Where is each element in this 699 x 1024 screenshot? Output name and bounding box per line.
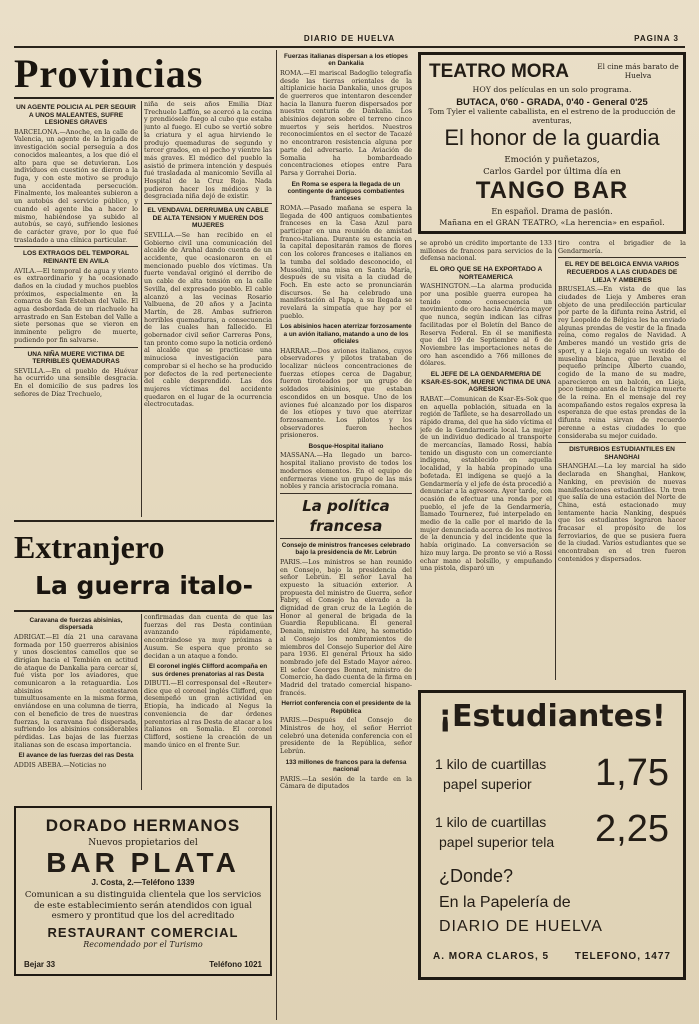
divider [14, 347, 138, 348]
article-body: SHANGHAI.—La ley marcial ha sido declarada en Shanghai, Hankow, Nanking, en previsión de nuevas manifestaciones estudiantiles. Un tren que salía de una estación del Norte de China, está estacionado muy lentamente hacia Nanking, después que los estudiantes lograron hacer fracasar el propósito de los ferroviarios, de que se pusiera fuera de la ciudad. Varios estudiantes que se encontraban en el tren fueron contenidos y dispersados. [558, 462, 686, 563]
ad-theatre-note: El cine más barato de Huelva [597, 62, 679, 80]
article-heading: Fuerzas italianas dispersan a los etíopes en Dankalia [284, 53, 408, 68]
ad-price-2: 2,25 [595, 808, 669, 850]
ad-where-1: En la Papelería de [439, 894, 571, 911]
ad-owner: DORADO HERMANOS [45, 816, 241, 835]
article-body: se aprobó un crédito importante de 133 millones de francos para servicios de la defensa nacional. [420, 240, 552, 263]
estudiantes-ad [418, 690, 686, 980]
ad-message: Comunican a su distinguida clientela que los servicios de este establecimiento serán atendidos con igual esmero y prontitud que los del acreditado [24, 890, 262, 921]
bar-plata-ad [14, 806, 272, 976]
ad-restaurant: RESTAURANT COMERCIAL [47, 924, 239, 940]
ad-film-1: El honor de la guardia [444, 125, 660, 150]
article-body: SEVILLA.—Se han recibido en el Gobierno civil una comunicación del alcalde de Arahal dando cuenta de un accidente, que ocasionaron en el mencionado pueblo dos víctimas. Un fuerte vendaval originó el derribo de un cable de alta tensión en la calle Sevilla, del expresado pueblo. El cable alcanzó a las vecinas Rosario Valbuena, de 20 años y a Jacinta Martín, de 28. Ambas sufrieron horribles quemaduras, a consecuencia de las cuales han fallecido. El gobernador civil señor Carreras Pons, tan pronto como supo la noticia ordenó al alcalde que se practicase una minuciosa investigación para comprobar si el hecho se ha producido por defectos de la red perteneciente del cable desprendido. Las dos mujeres víctimas del accidente quedaron en el lugar de la ocurrencia electrocutadas. [144, 230, 272, 409]
article-body: ROMA.—El mariscal Badoglio telegrafía desde las tierras orientales de la altiplanicie hacia Dankalia, unos grupos de guerreros que intentaron descender hacia la llanura fueron dispersados por nuestra centuria de Dankalia. Los abisinios dejaron sobre el terreno cinco muertos y seis heridos. Nuestros reconocimientos en el sector de Tacazé no encontraron resistencia alguna por parte del adversario. La Aviación de Somalia ha bombardeado concentraciones etíopes entre Para Parsa y Gorrahei Doria. [280, 68, 412, 177]
article-heading: EL VENDAVAL DERRUMBA UN CABLE DE ALTA TENSION Y MUEREN DOS MUJERES [147, 207, 269, 230]
column-2 [144, 101, 272, 517]
article-heading: El coronel inglés Clifford acompaña en sus órdenes prenatorias al ras Desta [148, 663, 268, 678]
headline-guerra: La guerra italo- [35, 571, 253, 600]
column-rule [415, 240, 416, 680]
ad-subtitle: Nuevos propietarios del [88, 838, 198, 848]
ad-address: A. MORA CLAROS, 5 [433, 951, 550, 962]
column-rule [141, 614, 142, 790]
ad-address: J. Costa, 2.—Teléfono 1339 [91, 878, 195, 887]
ad-phone: Teléfono 1021 [209, 960, 262, 969]
page-header [14, 34, 685, 46]
column-4 [420, 240, 552, 680]
ad-phone: TELEFONO, 1477 [574, 951, 671, 962]
divider [558, 442, 686, 443]
section-title-extranjero: Extranjero [14, 529, 165, 565]
article-heading: DISTURBIOS ESTUDIANTILES EN SHANGHAI [569, 446, 675, 461]
ad-left-note: Bejar 33 [24, 960, 56, 969]
ad-today: HOY dos películas en un solo programa. [472, 85, 632, 94]
article-body: AVILA.—El temporal de agua y viento es extraordinario y ha ocasionado daños en la ciudad y muchos pueblos próximos, especialmente en la comarca de San Esteban del Valle. El agua desbordada de un riachuelo ha arrastrado en San Esteban del Valle a siete personas que se vieron en inminente peligro de muerte, pudiendo por fin salvarse. [14, 266, 138, 344]
article-body: ADRIGAT.—El día 21 una caravana formada por 150 guerreros abisinios y unos doscientos camellos que se dirigían hacia el Tembién en actitud de ataque de Dankalia para cercar sí, fué vista por los aviadores, que comunicaron a la retaguardia. Los abisinios contestaron tumultuosamente en la misma forma, enviándose en una columna de tierra, con el beneficio de tres de nuestras fuerzas, la caravana fué dispersada, sufriendo los abisinios considerables pérdidas. Las bajas de las fuerzas italianas son de escasa importancia. [14, 632, 138, 749]
ad-line-2a: 1 kilo de cuartillas [435, 814, 547, 830]
article-body: DIBUTI.—El corresponsal del «Reuter» dice que el coronel inglés Clifford, que desempeñó un gran actividad en Etiopía, ha indicado al Negus la conveniencia de dar órdenes perentorias al ras Desta de atacar a los italianos en Somalia. El coronel Clifford, sostiene la creación de un mando único en el frente Sur. [144, 679, 272, 749]
article-body: BARCELONA.—Anoche, en la calle de Valencia, un agente de la brigada de investigación social perseguía a dos conocidos maleantes, a los que dió el alto para que se detuvieran. Los individuos en cuestión se dieron a la fuga, y con este motivo se produjo una accidentada persecución. Finalmente, los maleantes subieron a un autobús del servicio público, y cuando el agente iba a hacer lo mismo, habiéndose ya subido al autobús, se cayó, sufriendo lesiones de carácter grave, por lo que fué trasladado a una clínica particular. [14, 127, 138, 244]
article-heading: Herriot conferencia con el presidente de la República [281, 700, 411, 715]
ad-theatre-name: TEATRO MORA [429, 61, 570, 82]
divider [144, 203, 272, 204]
article-body: SEVILLA.—En el pueblo de Huévar ha ocurrido una sensible desgracia. En el domicilio de sus padres los señores de Díaz Trechuelo, [14, 366, 138, 398]
article-body: confirmadas dan cuenta de que las fuerzas del ras Desta continúan avanzando rápidamente, encontrándose ya muy próximas a Ausum. Se espera que pronto se decidan a un ataque a fondo. [144, 614, 272, 660]
article-body: WASHINGTON.—La alarma producida por una posible guerra europea ha tenido como consecuencia un movimiento de oro hacia América mayor que nunca, según indican las cifras facilitadas por el Boletín del Banco de Reserva Federal. En él se manifiesta que del 19 de Septiembre al 6 de Noviembre las importaciones netas de oro han ascendido a 766 millones de dólares. [420, 282, 552, 368]
teatro-mora-ad [418, 52, 686, 234]
column-3 [280, 50, 412, 1020]
extranjero-top-rule [14, 520, 274, 522]
article-heading: UN AGENTE POLICIA AL PER SEGUIR A UNOS MALEANTES, SUFRE LESIONES GRAVES [16, 104, 136, 127]
article-body: tiro contra el brigadier de la Gendarmería. [558, 240, 686, 255]
ad-film-2-sub: En español. Drama de pasión. [491, 207, 613, 216]
column-1 [14, 101, 138, 517]
article-heading: Caravana de fuerzas abisinias, dispersada [29, 617, 123, 632]
headline-politica: La política francesa [302, 497, 390, 535]
article-body: PARIS.—La sesión de la tarde en la Cámara de diputados [280, 774, 412, 791]
divider [280, 493, 412, 494]
article-heading: 133 millones de francos para la defensa nacional [285, 758, 407, 774]
page-number: PAGINA 3 [634, 34, 679, 43]
guerra-column-1 [14, 614, 138, 790]
article-heading: EL REY DE BELGICA ENVIA VARIOS RECUERDOS A LAS CIUDADES DE LIEJA Y AMBERES [564, 261, 680, 284]
ad-line: Tom Tyler el valiente caballista, en el estreno de la producción de aventuras, [428, 107, 676, 125]
ad-film-1-sub: Emoción y puñetazos, [504, 155, 600, 165]
provincias-rule [14, 97, 274, 99]
article-body: PARIS.—Después del Consejo de Ministros de hoy, el señor Herriot celebró una detenida conferencia con el presidente de la República, señor Lebrún. [280, 716, 412, 756]
ad-line-2: Carlos Gardel por última día en [483, 167, 621, 177]
ad-price-1: 1,75 [595, 752, 669, 794]
article-heading: Consejo de ministros franceses celebrado bajo la presidencia de Mr. Lebrún [281, 542, 411, 557]
article-body: RABAT.—Comunican de Ksar-Es-Sok que en aquella población, situada en la región de Tafilete, se ha desarrollado un rápido drama, del que ha sido víctima el jefe de la Gendarmería local. La mujer de un individuo dedicado al transporte de mercancías, llamado Rossi, había tenido un disgusto con un comerciante indígena, establecido en aquella localidad, y la había propinado una bofetada. El indígena se quejó a la Gendarmería y el jefe de ésta procedió a denunciar a la agresora. Ayer tarde, con ocasión de efectuar una ronda por el pueblo, el jefe de la Gendarmería, llamado Tournerez, fué interpelado en medio de la calle por el marido de la mujer denunciada acerca de los motivos de la denuncia y del incidente que la había originado. La conversación se hizo muy larga. De pronto se vió a Rossi echar mano al bolsillo, y empuñando una pistola, disparó un [420, 394, 552, 573]
ad-recommended: Recomendado por el Turismo [83, 939, 203, 949]
masthead-title: DIARIO DE HUELVA [303, 34, 396, 43]
article-body: MASSANA.—Ha llegado un barco-hospital italiano provisto de todos los modernos elementos. En el equipo de enfermeras viene un grupo de las más nobles y rancia aristocracia romana. [280, 451, 412, 491]
guerra-rule [14, 610, 274, 612]
section-title-provincias: Provincias [14, 52, 204, 96]
article-heading: En Roma se espera la llegada de un contingente de antiguos combatientes franceses [287, 180, 405, 203]
article-heading: LOS EXTRAGOS DEL TEMPORAL REINANTE EN AVILA [22, 250, 130, 265]
ad-where-2: DIARIO DE HUELVA [439, 918, 603, 935]
column-5 [558, 240, 686, 680]
ad-tomorrow: Mañana en el GRAN TEATRO, «La herencia» en español. [439, 218, 665, 227]
ad-prices: BUTACA, 0'60 - GRADA, 0'40 - General 0'25 [456, 96, 648, 107]
column-rule [276, 50, 277, 1020]
divider [280, 538, 412, 539]
column-rule [555, 240, 556, 680]
ad-film-2: TANGO BAR [475, 177, 629, 204]
ad-title: ¡Estudiantes! [438, 699, 666, 734]
divider [14, 246, 138, 247]
article-body: ADDIS ABEBA.—Noticias no [14, 760, 107, 769]
header-rule [14, 46, 685, 48]
column-rule [141, 101, 142, 517]
article-heading: EL ORO QUE SE HA EXPORTADO A NORTEAMERICA [429, 266, 543, 281]
ad-question: ¿Donde? [439, 866, 514, 886]
article-body: HARRAR.—Dos aviones italianos, cuyos observadores y pilotos trataban de localizar núcleos concentraciones de fuerzas etíopes cerca de Dagabur, fueron tiroteados por un grupo de soldados abisinios, que estaban escondidos en un bosque. Uno de los aviones fué alcanzado por los disparos de los etíopes y tuvo que aterrizar forzosamente. Los pilotos y los observadores fueron hechos prisioneros. [280, 346, 412, 440]
article-heading: Los abisinios hacen aterrizar forzosamente a un avión italiano, matando a uno de los oficiales [280, 323, 412, 346]
ad-line-1a: 1 kilo de cuartillas [435, 756, 547, 772]
article-heading: Bosque-Hospital italiano [308, 443, 384, 451]
ad-line-1b: papel superior [443, 776, 532, 792]
article-body: PARIS.—Los ministros se han reunido en Consejo, bajo la presidencia del señor Lebrún. El señor Laval ha expuesto la situación exterior. A propuesta del ministro de Guerra, señor Fabry, el Consejo ha elevado a la dignidad de gran cruz de la Legión de Honor al general de brigada de la Guardia Republicana. El general Denain, ministro del Aire, ha sometido al Consejo los nombramientos de miembros del Consejo Superior del Aire para 1936. El general Prioux ha sido nombrado jefe del Estado Mayor aéreo. El señor Georges Bonnet, ministro de Comercio, ha dado cuenta de la firma en Madrid del tratado comercial hispano-francés. [280, 557, 412, 697]
article-heading: EL JEFE DE LA GENDARMERIA DE KSAR-ES-SOK, MUERE VICTIMA DE UNA AGRESION [421, 371, 551, 394]
divider [558, 257, 686, 258]
article-body: niña de seis años Emilia Díaz Trechuelo Laffón, se acercó a la cocina y prendiósele fuego al cubo que estaba junto al fuego. El cubo se vertió sobre la criatura y el agua hirviendo le produjo quemaduras de segundo y tercer grados, en el pecho y vientre las más graves. El médico del pueblo la asistió de primera intención y después fué trasladada al manicomio Sevilla al Hospital de la Cruz Roja. Nada pudieron hacer los médicos y la desgraciada niña dejó de existir. [144, 101, 272, 201]
article-heading: El avance de las fuerzas del ras Desta [18, 752, 134, 760]
ad-bar-name: BAR PLATA [46, 847, 240, 878]
ad-line-2b: papel superior tela [439, 834, 555, 850]
article-body: ROMA.—Pasado mañana se espera la llegada de 400 antiguos combatientes franceses en la Casa Azul para participar en una reunión de amistad franco-italiana. Durante su estancia en la capital depositarán ramos de flores con los colores franceses e italianos en la tumba del soldado desconocido, el Mussolini, una misa en Santa María, después de su visita a la ciudad de Foch. En este acto se pronunciarán discursos. Se ha celebrado una manifestación al Papa, a su llegada se revelará la simpatía que hay por el pueblo. [280, 203, 412, 320]
guerra-column-2 [144, 614, 272, 790]
article-heading: UNA NIÑA MUERE VICTIMA DE TERRIBLES QUEMADURAS [27, 350, 125, 366]
article-body: BRUSELAS.—En vista de que las ciudades de Lieja y Amberes eran objeto de una predilección particular por parte de la difunta reina Astrid, el rey Leopoldo de Bélgica les ha enviado algunas prendas de vestir de la finada reina, como regalos de Navidad. A Amberes mandó un vestido gris de sport, y a Lieja regaló un vestido de muselina blanca, que llevaba el pequeño príncipe Alberto cuando, cogido de la mano de su madre, aparecieron en un balcón, en Lieja, poco tiempo antes de la trágica muerte de la reina. En el mensaje del rey acompañando estos regalos expresa la esperanza de que estas prendas de la difunta reina sirvan de recuerdo perenne a estas ciudades lo que consideraba su mejor cuidado. [558, 285, 686, 440]
